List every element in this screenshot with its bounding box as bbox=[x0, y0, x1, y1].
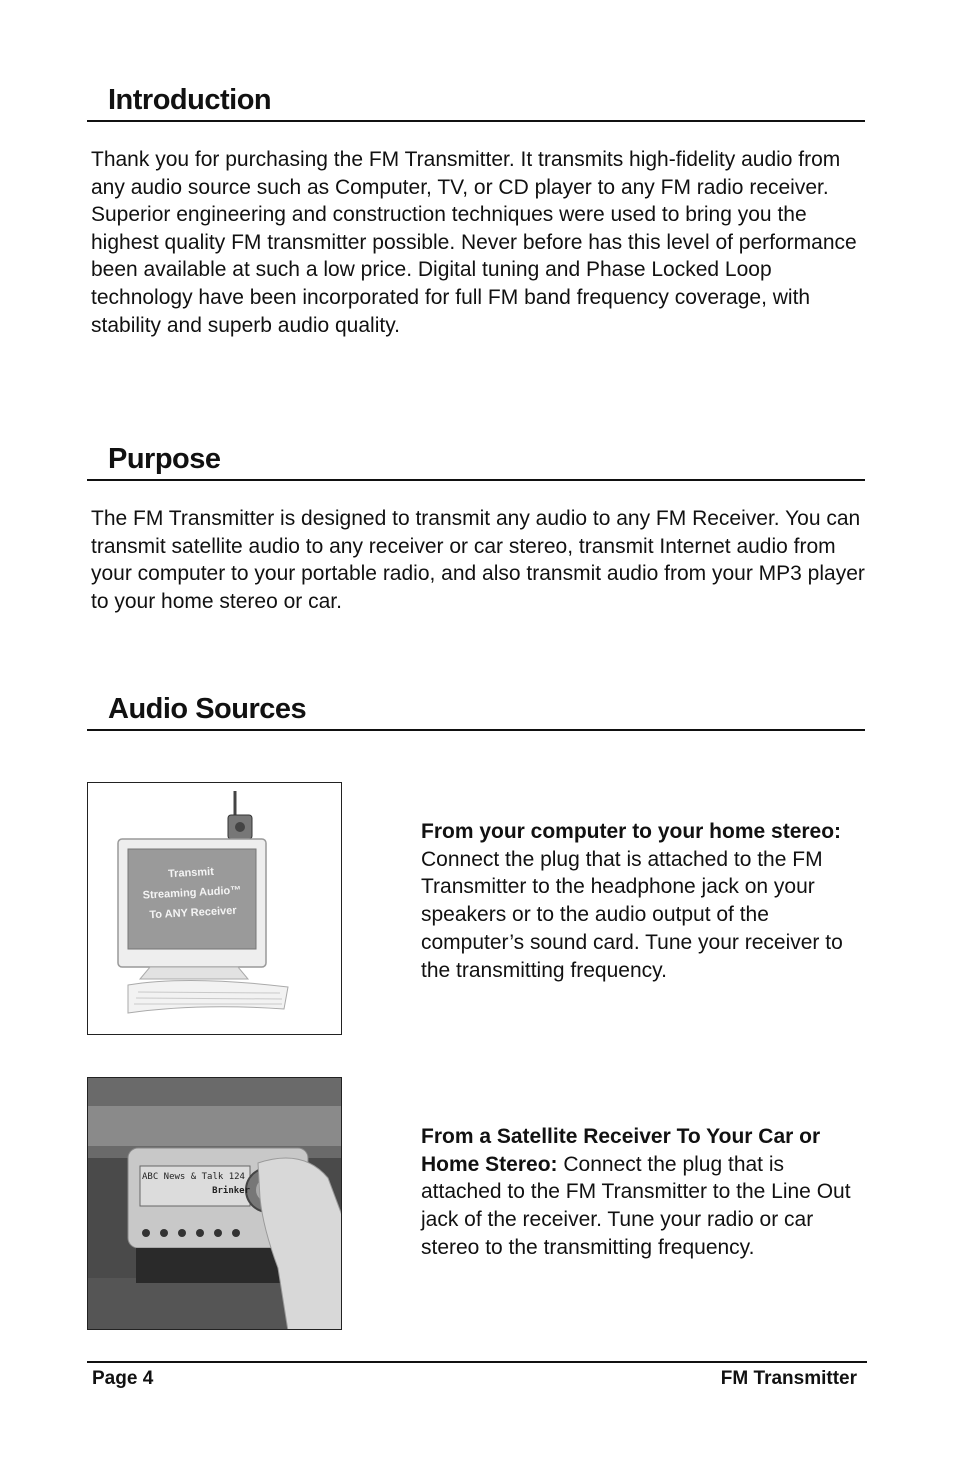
screen-text-line1: Transmit bbox=[167, 865, 215, 881]
footer-rule bbox=[87, 1361, 867, 1363]
satellite-caption bbox=[421, 1123, 857, 1262]
purpose-heading: Purpose bbox=[108, 443, 221, 475]
computer-caption bbox=[421, 818, 857, 984]
satellite-receiver-illustration bbox=[88, 1078, 342, 1330]
satellite-caption-text: Connect the plug that is attached to the FM Transmitter to the Line Out jack of the receiver. Tune your radio or car stereo to the transmitting frequency. bbox=[421, 1152, 851, 1259]
audio-sources-heading: Audio Sources bbox=[108, 693, 307, 725]
satellite-caption-lead: From a Satellite Receiver To Your Car or Home Stereo: bbox=[421, 1125, 821, 1176]
footer-title: FM Transmitter bbox=[720, 1368, 857, 1389]
introduction-paragraph: Thank you for purchasing the FM Transmitter. It transmits high-fidelity audio from any audio source such as Computer, TV, or CD player to any FM radio receiver. Superior engineering and construction techniques were used to bring you the highest quality FM transmitter possible. Never before has this level of performance been available at such a low price. Digital tuning and Phase Locked Loop technology have been incorporated for full FM band frequency coverage, with stability and superb audio quality. bbox=[91, 148, 857, 337]
purpose-paragraph: The FM Transmitter is designed to transmit any audio to any FM Receiver. You can transmit satellite audio to any receiver or car stereo, transmit Internet audio from your computer to your portable radio, and also transmit audio from your MP3 player to your home stereo or car. bbox=[91, 507, 865, 613]
computer-monitor-photo bbox=[87, 782, 342, 1035]
footer-page-number: Page 4 bbox=[92, 1368, 154, 1389]
purpose-rule bbox=[87, 479, 865, 481]
screen-text-line3: To ANY Receiver bbox=[149, 904, 237, 922]
computer-caption-lead: From your computer to your home stereo: bbox=[421, 820, 842, 843]
introduction-rule bbox=[87, 120, 865, 122]
receiver-display-line1: ABC News & Talk 124 bbox=[142, 1172, 245, 1182]
computer-caption-text: Connect the plug that is attached to the FM Transmitter to the headphone jack on your speakers or to the audio output of the computer’s sound card. Tune your receiver to the transmitting frequency. bbox=[421, 847, 843, 982]
audio-sources-rule bbox=[87, 729, 865, 731]
introduction-heading: Introduction bbox=[108, 84, 272, 116]
receiver-display-line2: Brinker bbox=[212, 1186, 250, 1196]
screen-text-line2: Streaming Audio™ bbox=[142, 884, 242, 902]
satellite-receiver-photo bbox=[87, 1077, 342, 1330]
